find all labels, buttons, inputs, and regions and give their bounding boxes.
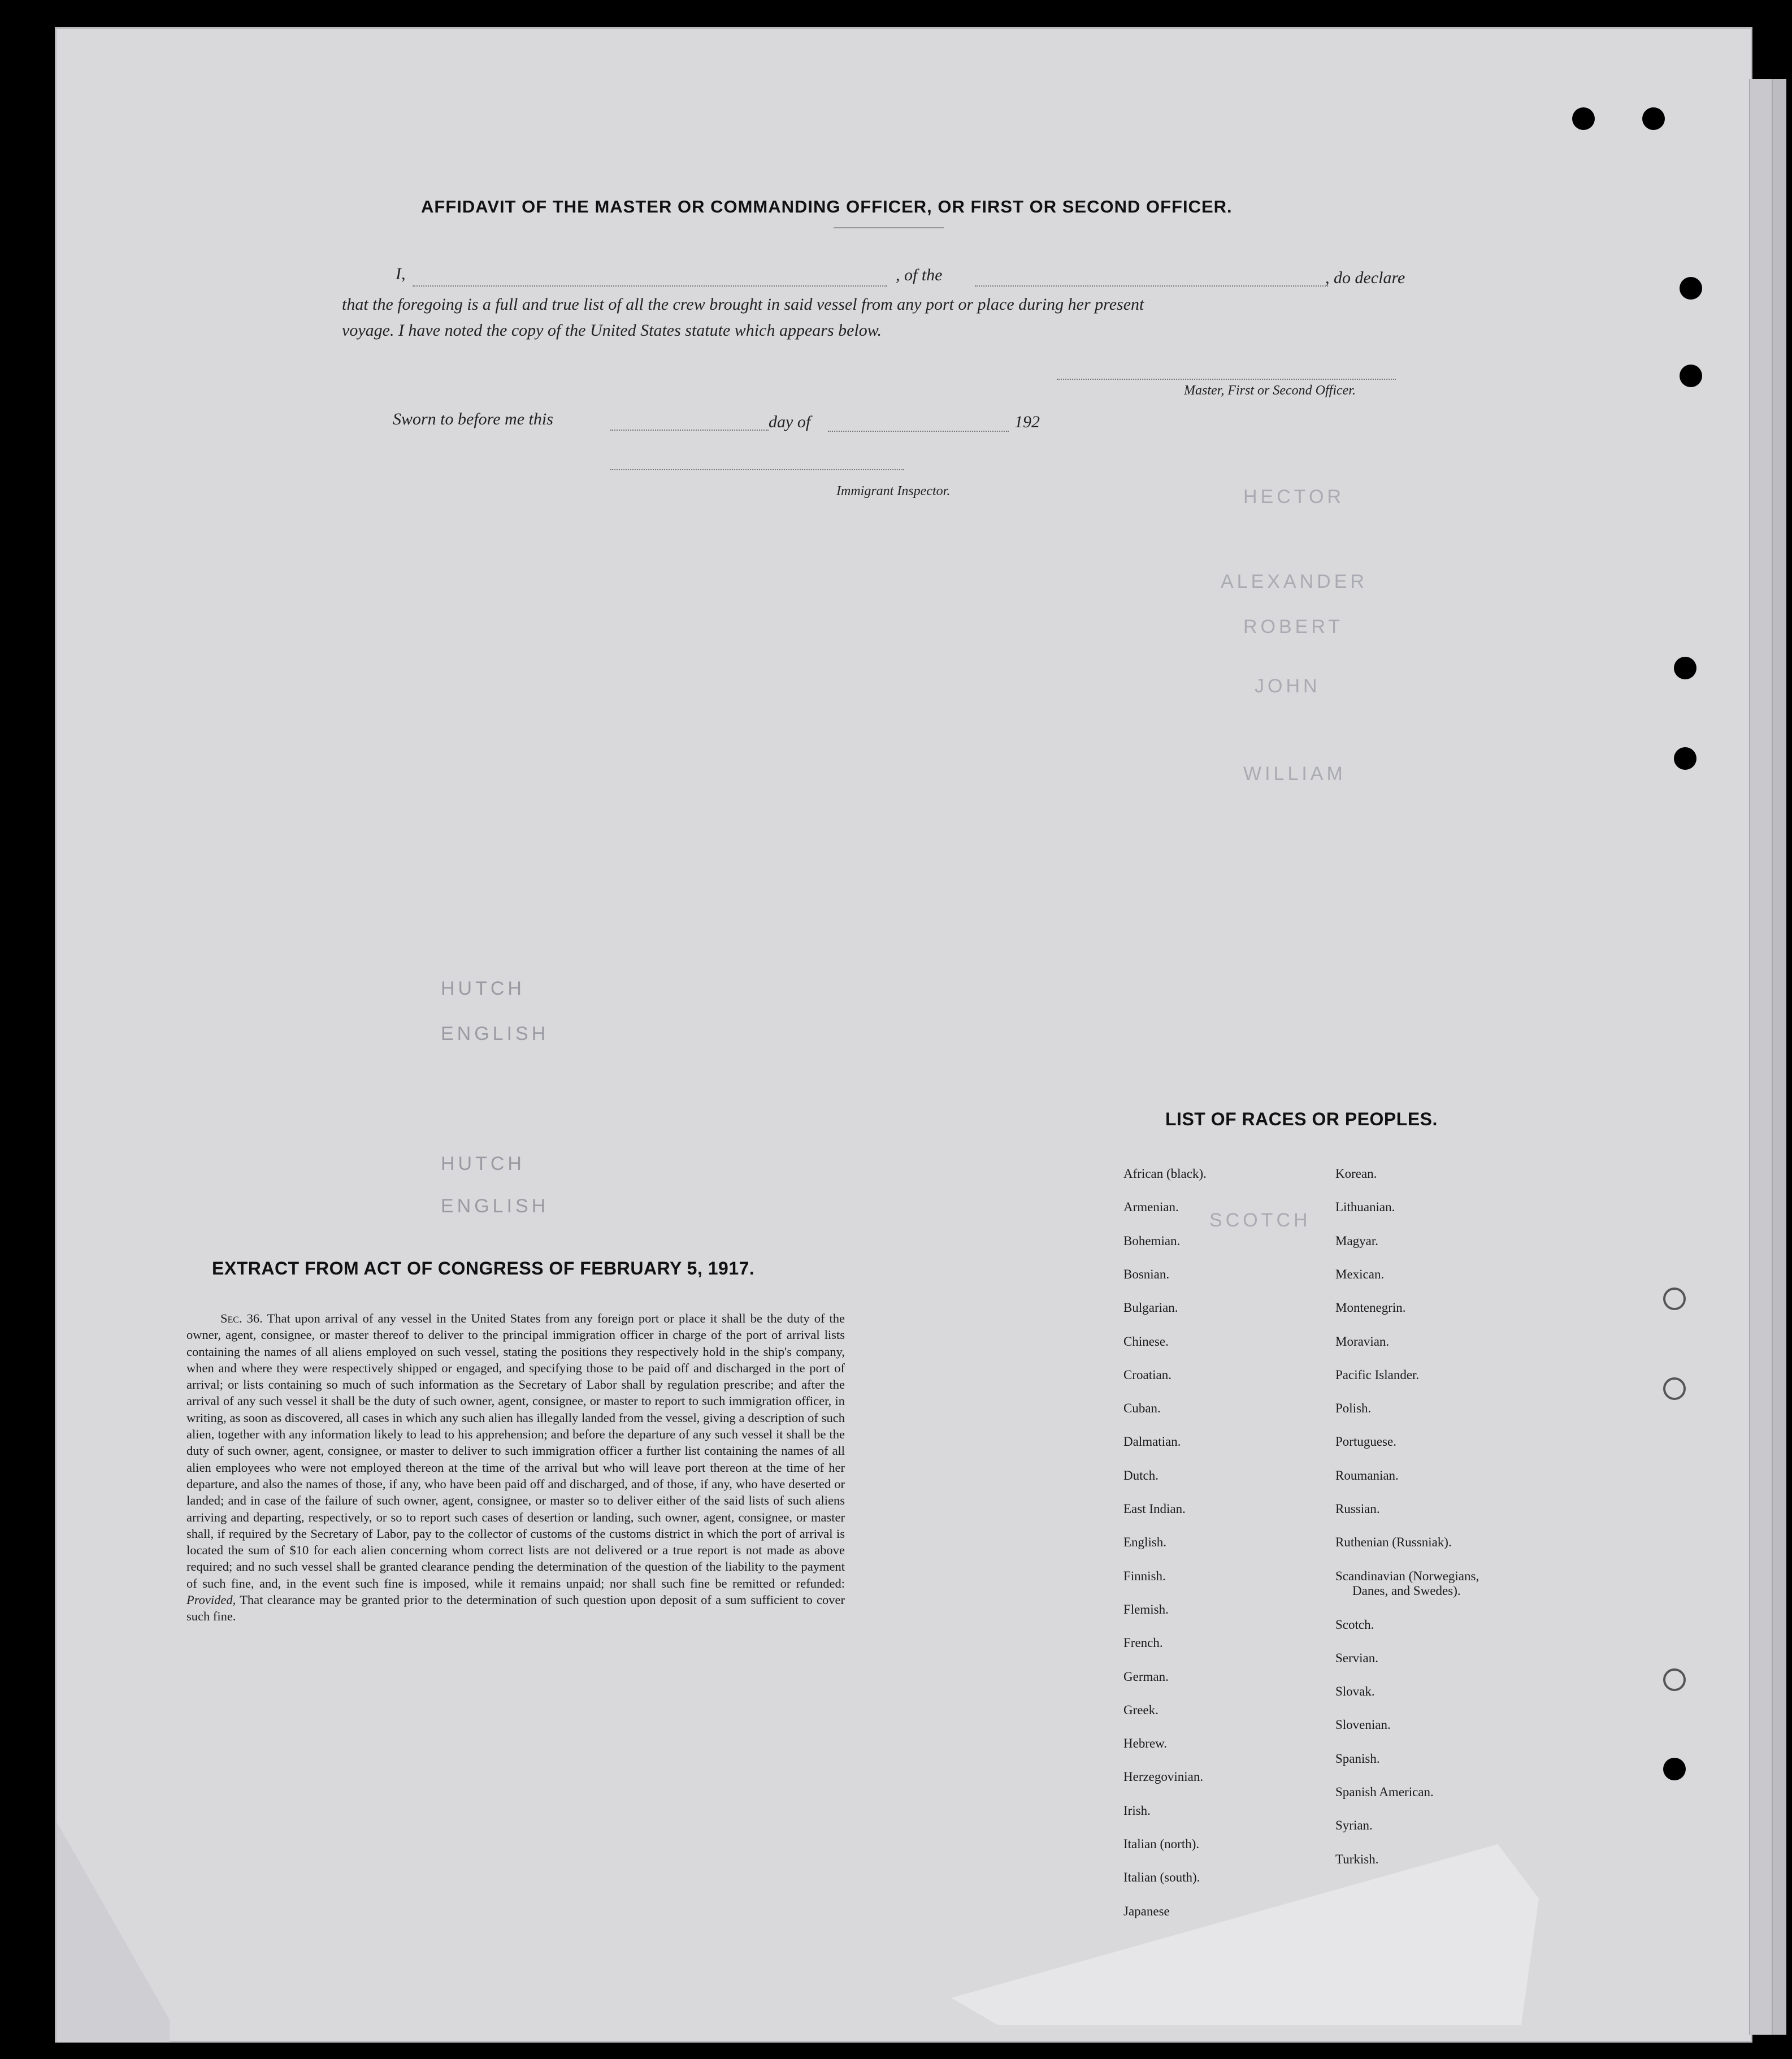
affidavit-title: AFFIDAVIT OF THE MASTER OR COMMANDING OFFICER, OR FIRST OR SECOND OFFICER. bbox=[421, 197, 1233, 216]
race-item: Herzegovinian. bbox=[1123, 1770, 1204, 1784]
document-page bbox=[55, 27, 1752, 2043]
page-edge-strip bbox=[1749, 79, 1773, 2035]
race-item: Flemish. bbox=[1123, 1602, 1169, 1616]
inspector-signature-line bbox=[610, 469, 904, 470]
races-title: LIST OF RACES OR PEOPLES. bbox=[1165, 1109, 1438, 1129]
master-signature-line bbox=[1057, 379, 1396, 380]
race-item: African (black). bbox=[1123, 1167, 1207, 1181]
punch-hole-icon bbox=[1680, 365, 1702, 387]
section-label: Sec. 36. bbox=[220, 1311, 263, 1325]
extract-text: That upon arrival of any vessel in the United States from any foreign port or place it shall be the duty of the owner, agent, consignee, or master thereof to deliver to the principal immigration officer in charge of the port of arrival lists containing the names of all aliens employed on such vessel, stating the positions they respectively hold in the ship's company, when and where they were respectively shipped or engaged, and specifying those to be paid off and discharged in the port of arrival; or lists containing so much of such information as the Secretary of Labor shall by regulation prescribe; and after the arrival of any such vessel it shall be the duty of such owner, agent, consignee, or master to report to such immigration officer, in writing, as soon as discovered, all cases in which any such alien has illegally landed from the vessel, giving a description of such alien, together with any information likely to lead to his apprehension; and before the departure of any such vessel it shall be the duty of such owner, agent, consignee, or master to deliver to such immigration officer a further list containing the names of all alien employees who were not employed thereon at the time of the arrival but who will leave port thereon at the time of her departure, and also the names of those, if any, who have been paid off and discharged, and of those, if any, who have deserted or landed; and in case of the failure of such owner, agent, consignee, or master so to deliver either of the said lists of such aliens arriving and departing, respectively, or so to report such cases of desertion or landing, such owner, agent, consignee, or master shall, if required by the Secretary of Labor, pay to the collector of customs of the customs district in which the port of arrival is located the sum of $10 for each alien concerning whom correct lists are not delivered or a true report is not made as above required; and no such vessel shall be granted clearance pending the determination of the question of the liability to the payment of such fine, and, in the event such fine is imposed, while it remains unpaid; nor shall such fine be remitted or refunded: bbox=[186, 1311, 845, 1590]
race-item: French. bbox=[1123, 1636, 1163, 1650]
vessel-field-line bbox=[975, 285, 1328, 287]
open-punch-hole-icon bbox=[1663, 1668, 1686, 1691]
race-item: Italian (north). bbox=[1123, 1837, 1200, 1851]
year-label: 192 bbox=[1014, 413, 1040, 431]
open-punch-hole-icon bbox=[1663, 1288, 1686, 1310]
provided-label: Provided, bbox=[186, 1593, 236, 1607]
do-declare-label: , do declare bbox=[1325, 268, 1405, 287]
race-item: East Indian. bbox=[1123, 1502, 1186, 1516]
race-item: Portuguese. bbox=[1335, 1434, 1396, 1449]
race-item: Greek. bbox=[1123, 1702, 1158, 1717]
race-item: Scandinavian (Norwegians, bbox=[1335, 1568, 1479, 1583]
race-item: Chinese. bbox=[1123, 1334, 1169, 1349]
race-item: Lithuanian. bbox=[1335, 1200, 1395, 1215]
bleed-through-text: HECTOR bbox=[1243, 486, 1344, 508]
race-item: Croatian. bbox=[1123, 1367, 1171, 1382]
punch-hole-icon bbox=[1674, 747, 1696, 770]
race-item: Italian (south). bbox=[1123, 1870, 1200, 1885]
day-of-label: day of bbox=[769, 413, 811, 431]
i-label: I, bbox=[396, 265, 406, 283]
race-item: Japanese bbox=[1123, 1904, 1170, 1918]
of-the-label: , of the bbox=[896, 266, 943, 284]
extract-text-end: That clearance may be granted prior to the determination of such question upon deposit of a sum sufficient to cover such fine. bbox=[186, 1593, 845, 1624]
bleed-through-text: ENGLISH bbox=[441, 1023, 549, 1044]
bleed-through-text: ENGLISH bbox=[441, 1195, 549, 1217]
bleed-through-text: HUTCH bbox=[441, 978, 525, 999]
extract-body bbox=[186, 1310, 845, 1625]
folded-corner bbox=[57, 1822, 170, 2042]
race-item: Danes, and Swedes). bbox=[1352, 1584, 1461, 1598]
page-edge-strip-outer bbox=[1772, 79, 1786, 2035]
open-punch-hole-icon bbox=[1663, 1377, 1686, 1400]
punch-hole-icon bbox=[1572, 107, 1595, 130]
race-item: English. bbox=[1123, 1535, 1167, 1550]
torn-paper-piece bbox=[951, 1844, 1539, 2025]
punch-hole-icon bbox=[1680, 277, 1702, 300]
title-rule bbox=[834, 227, 944, 228]
punch-hole-icon bbox=[1674, 657, 1696, 679]
race-item: Bulgarian. bbox=[1123, 1301, 1178, 1315]
race-item: Ruthenian (Russniak). bbox=[1335, 1535, 1452, 1550]
bleed-through-text: WILLIAM bbox=[1243, 763, 1346, 784]
race-item: Mexican. bbox=[1335, 1267, 1385, 1281]
race-item: Slovak. bbox=[1335, 1684, 1375, 1699]
race-item: Turkish. bbox=[1335, 1852, 1379, 1866]
race-item: Spanish American. bbox=[1335, 1785, 1434, 1800]
race-item: Bohemian. bbox=[1123, 1233, 1181, 1248]
race-item: Spanish. bbox=[1335, 1751, 1380, 1766]
race-item: Cuban. bbox=[1123, 1401, 1161, 1416]
race-item: Scotch. bbox=[1335, 1617, 1374, 1632]
bleed-through-text: ROBERT bbox=[1243, 616, 1344, 638]
master-signature-label: Master, First or Second Officer. bbox=[1184, 383, 1356, 398]
sworn-label: Sworn to before me this bbox=[393, 410, 553, 428]
bleed-through-text: ALEXANDER bbox=[1221, 571, 1368, 592]
extract-title: EXTRACT FROM ACT OF CONGRESS OF FEBRUARY 5, 1917. bbox=[212, 1258, 755, 1278]
race-item: Montenegrin. bbox=[1335, 1301, 1406, 1315]
race-item: Hebrew. bbox=[1123, 1736, 1168, 1751]
race-item: Bosnian. bbox=[1123, 1267, 1170, 1281]
bleed-through-text: JOHN bbox=[1255, 675, 1321, 697]
affidavit-body-line: voyage. I have noted the copy of the United States statute which appears below. bbox=[342, 321, 882, 340]
race-item: Dalmatian. bbox=[1123, 1434, 1181, 1449]
race-item: Finnish. bbox=[1123, 1568, 1166, 1583]
race-item: Russian. bbox=[1335, 1502, 1380, 1516]
race-item: Dutch. bbox=[1123, 1468, 1158, 1483]
race-item: Korean. bbox=[1335, 1167, 1377, 1181]
race-item: Syrian. bbox=[1335, 1818, 1373, 1833]
race-item: German. bbox=[1123, 1669, 1169, 1684]
sworn-day-line bbox=[610, 430, 769, 431]
race-item: Magyar. bbox=[1335, 1233, 1379, 1248]
bleed-through-text: HUTCH bbox=[441, 1153, 525, 1174]
name-field-line bbox=[413, 285, 887, 287]
race-item: Polish. bbox=[1335, 1401, 1372, 1416]
affidavit-body-line: that the foregoing is a full and true list of all the crew brought in said vessel from any port or place during her present bbox=[342, 295, 1144, 314]
sworn-month-line bbox=[828, 431, 1009, 432]
race-item: Irish. bbox=[1123, 1803, 1151, 1818]
punch-hole-icon bbox=[1663, 1758, 1686, 1780]
race-item: Slovenian. bbox=[1335, 1718, 1391, 1732]
race-item: Servian. bbox=[1335, 1650, 1379, 1665]
race-item: Moravian. bbox=[1335, 1334, 1390, 1349]
race-item: Pacific Islander. bbox=[1335, 1367, 1420, 1382]
race-item: Roumanian. bbox=[1335, 1468, 1399, 1483]
inspector-label: Immigrant Inspector. bbox=[836, 484, 951, 499]
bleed-through-text: SCOTCH bbox=[1209, 1210, 1311, 1231]
punch-hole-icon bbox=[1642, 107, 1665, 130]
race-item: Armenian. bbox=[1123, 1200, 1179, 1215]
